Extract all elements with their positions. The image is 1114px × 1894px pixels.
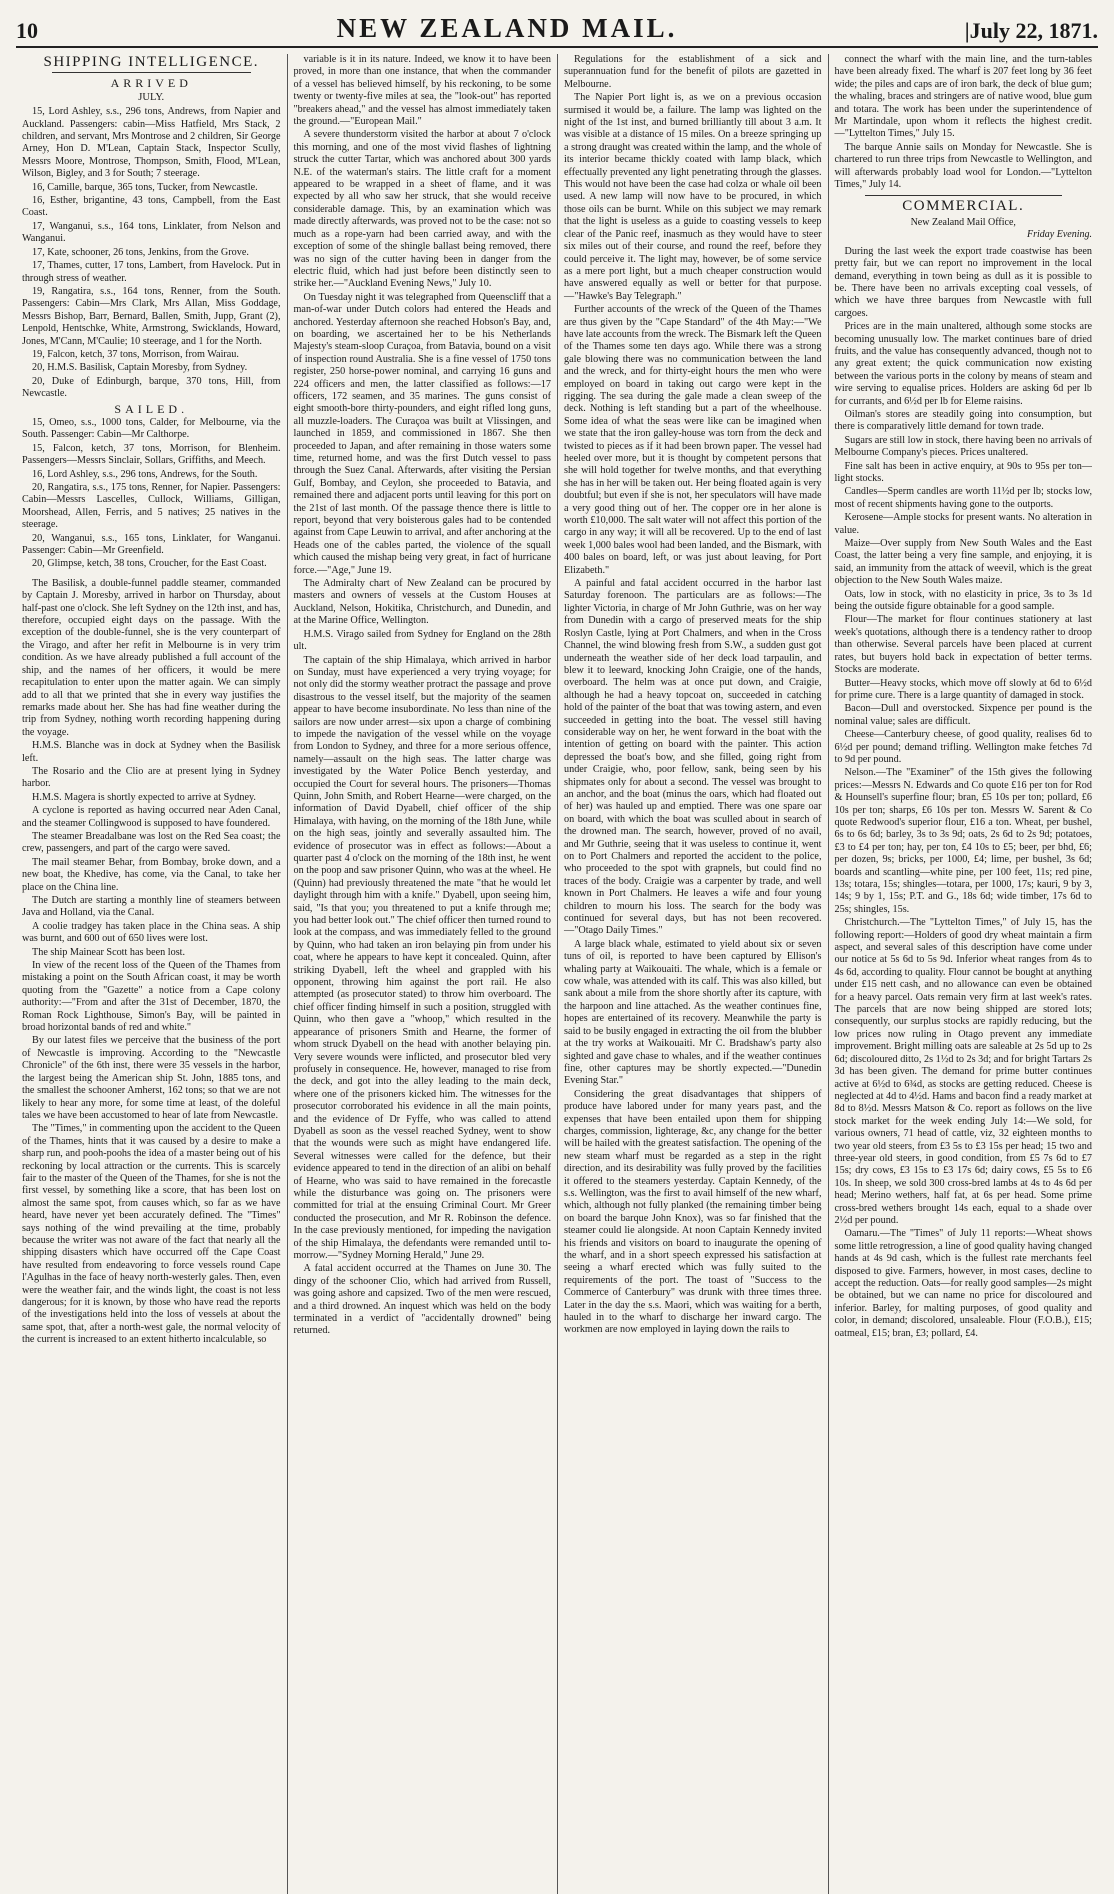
paragraph: 20, H.M.S. Basilisk, Captain Moresby, from Sydney. — [32, 362, 248, 374]
paragraph: Christchurch.—The "Lyttelton Times," of July 15, has the following report:—Holders of good dry wheat maintain a firm aspect, and several sales of this description have come under our notice at 5s 6d to 5s 9d. Inferior wheat ranges from 4s to 4s 6d, according to quality. Flour cannot be bought at anything under £15 nett cash, and no allowance can even be obtained for a heavy parcel. Oats remain very firm at last week's rates. The parcels that are now being shipped are stored lots; consequently, our surplus stocks are rapidly reducing, but the low prices now ruling in Otago prevent any immediate improvement. Bright milling oats are saleable at 2s 5d up to 2s 6d; discoloured ditto, 2s 1½d to 2s 3d; and for bright Tartars 2s 3d has been given. The demand for prime butter continues active at 6½d to 6¾d, as stocks are getting reduced. Cheese is neglected at 4d to 4½d. Hams and bacon find a ready market at 8d to 8½d. Messrs Matson & Co. report as follows on the live stock market for the week ending July 14:—We sold, for various owners, 71 head of cattle, viz, 32 eighteen months to two year old steers, from £3 5s to £3 15s per head; 15 two and three-year old steers, in good condition, from £5 7s 6d to £7 15s; dry cows, £3 15s to £3 17s 6d; dairy cows, £5 5s to £6 10s. In sheep, we sold 300 cross-bred lambs at 4s to 4s 6d per head; Merino wethers, half fat, at 6s per head. Some prime cross-bred wethers brought 14s each, equal to a shade over 2½d per pound. — [834, 917, 1092, 1226]
paragraph: 20, Wanganui, s.s., 165 tons, Linklater, for Wanganui. Passenger: Cabin—Mr Greenfield. — [22, 532, 281, 557]
paragraph: The ship Mainear Scott has been lost. — [32, 946, 186, 958]
column-1-articles — [22, 578, 281, 1347]
divider — [52, 72, 251, 73]
paragraph: Regulations for the establishment of a sick and superannuation fund for the benefit of pilots are gazetted in Melbourne. — [564, 54, 822, 90]
masthead — [16, 6, 1098, 48]
paragraph: 16, Lord Ashley, s.s., 296 tons, Andrews, for the South. — [32, 468, 258, 480]
commercial-articles — [835, 246, 1093, 1340]
office-line: New Zealand Mail Office, — [910, 216, 1016, 228]
paragraph: 20, Duke of Edinburgh, barque, 370 tons, Hill, from Newcastle. — [22, 375, 281, 400]
divider — [865, 195, 1063, 196]
paragraph: variable is it in its nature. Indeed, we know it to have been proved, in more than one instance, that when the commander of a vessel has believed himself, by his reckoning, to be some twenty or twenty-five miles at sea, the "look-out" has reported "breakers ahead," and the vessel has almost immediately taken the ground.—"European Mail." — [293, 54, 551, 128]
paragraph: A cyclone is reported as having occurred near Aden Canal, and the steamer Collingwood is supposed to have foundered. — [22, 805, 281, 829]
paragraph: A fatal accident occurred at the Thames on June 30. The dingy of the schooner Clio, which had arrived from Russell, was going ashore and capsized. Two of the men were rescued, and a third drowned. An inquest which was held on the body terminated in a verdict of "accidentally drowned" being returned. — [293, 1263, 551, 1337]
paragraph: Cheese—Canterbury cheese, of good quality, realises 6d to 6½d per pound; demand trifling. Wellington make fetches 7d to 9d per pound. — [834, 729, 1092, 765]
column-4 — [828, 54, 1099, 1894]
paragraph: During the last week the export trade coastwise has been pretty fair, but we can report no improvement in the local demand, everything in town being as dull as it is possible to be. There have been no arrivals excepting coal vessels, of which we have three barques from Newcastle with full cargoes. — [834, 245, 1092, 319]
commercial-heading: COMMERCIAL. — [902, 198, 1025, 215]
paragraph: The Admiralty chart of New Zealand can be procured by masters and owners of vessels at the Custom Houses at Auckland, Nelson, Hokitika, Christchurch, and Dunedin, and at the Marine Office, Wellington. — [293, 578, 551, 627]
column-1 — [16, 54, 287, 1894]
issue-date: |July 22, 1871. — [964, 18, 1098, 43]
paragraph: The "Times," in commenting upon the accident to the Queen of the Thames, hints that it was caused by a desire to make a sharp run, and pooh-poohs the idea of a master being out of his reckoning by local attraction or the currents. This is scarcely fair to the master of the Queen of the Thames, for she is not the first vessel, by something like a score, that has been lost on almost the same spot, from causes which, so far as we have heard, have never yet been accurately defined. The "Times" says nothing of the wind prevailing at the time, probably because the writer was not aware of the fact that nearly all the shipping disasters which have occurred off the Cape Coast have resulted from endeavoring to force vessels round Cape l'Agulhas in the face of heavy north-westerly gales. Then, even were the weather fair, and the winds light, the coast is not less dangerous; for it is known, by those who have read the reports of the investigations held into the loss of vessels at about the same spot, that, after a north-west gale, the normal velocity of the current is increased to an extent hitherto incalculable, so — [22, 1123, 281, 1346]
shipping-heading: SHIPPING INTELLIGENCE. — [43, 54, 259, 70]
columns — [16, 54, 1098, 1894]
paragraph: Kerosene—Ample stocks for present wants. No alteration in value. — [834, 512, 1092, 536]
paragraph: The Napier Port light is, as we on a previous occasion surmised it would be, a failure. The lamp was lighted on the night of the 1st inst, and burned brilliantly till about 3 a.m. It was visible at a distance of 15 miles. On a breeze springing up a strong draught was created within the lamp, and the whole of its interior became thickly coated with lamp black, which effectually prevented any light penetrating through the glasses. This would not have been the case had colza or whale oil been used. A new lamp will now have to be procured, in which those oils can be burnt. While on this subject we may remark that the light is useless as a guide to coasting vessels to keep clear of the Panic reef, inasmuch as they would have to steer six miles out of their course, and round the reef, before they could perceive it. The light may, however, be of some service as a mere port light, but a much cheaper construction would have answered equally as well or better for that purpose.—"Hawke's Bay Telegraph." — [564, 92, 822, 302]
paragraph: 15, Lord Ashley, s.s., 296 tons, Andrews, from Napier and Auckland. Passengers: cabin—Miss Hatfield, Mrs Stack, 2 children, and servant, Mrs Montrose and 2 children, Sir George Arney, Hon D. M'Lean, Captain Stack, Inspector Scully, Messrs Moore, Montrose, Thompson, Smith, Flood, M'Lean, Wilson, Bigley, and 3 for South; 7 steerage. — [22, 106, 281, 180]
paragraph: Nelson.—The "Examiner" of the 15th gives the following prices:—Messrs N. Edwards and Co quote £16 per ton for Rod & Hounsell's superfine flour; bran, £5 10s per ton; pollard, £6 10s per ton; sharps, £6 10s per ton. Messrs W. Sarent & Co quote Redwood's superior flour, £16 a ton. Wheat, per bushel, 6s to 6s 6d; barley, 3s to 3s 9d; oats, 2s 6d to 2s 9d; potatoes, £3 to £4 per ton; hay, per ton, £4 10s to £5; beer, per bhd, £6; per dozen, 9s; bricks, per 1000, £4; lime, per bushel, 3s 6d; boards and scantling—white pine, per 100 feet, 11s; red pine, 13s; totara, 15s; shingles—totara, per 1000, 17s; kauri, 9 by 3, 14s; 9 by 1, 15s; P.T. and G., 18s 6d; wide timber, 17s 6d to 25s; shingles, 15s. — [834, 767, 1092, 915]
month-label: JULY. — [138, 91, 165, 103]
column-4-top-articles — [835, 54, 1093, 191]
paragraph: 15, Omeo, s.s., 1000 tons, Calder, for Melbourne, via the South. Passenger: Cabin—Mr Calthorpe. — [22, 416, 281, 441]
paragraph: Considering the great disadvantages that shippers of produce have labored under for many years past, and the expenses that have been entailed upon them for shipping charges, commission, lighterage, &c, any change for the better will be hailed with the greatest satisfaction. The opening of the new steam wharf must be regarded as a step in the right direction, and its desirability was fully proved by the facilities it offered to the steamers yesterday. Captain Kennedy, of the s.s. Wellington, was the first to avail himself of the new wharf, which, although not fully planked (the remaining timber being on board the barque John Knox), was so far finished that the steamer could lie alongside. At noon Captain Kennedy invited his friends and visitors on board to inaugurate the opening of the wharf, and in a short speech expressed his satisfaction at seeing a wharf erected which was fully suited to the requirements of the port. The toast of "Success to the Commerce of Canterbury" was drunk with three times three. Later in the day the s.s. Maori, which was waiting for a berth, hauled in to the wharf to discharge her inward cargo. The workmen are now employed in laying down the rails to — [564, 1088, 822, 1336]
paragraph: In view of the recent loss of the Queen of the Thames from mistaking a point on the South African coast, it may be worth quoting from the "Gazette" a notice from a Cape colony authority:—"From and after the 31st of December, 1870, the Roman Rock Lighthouse, Simon's Bay, will be painted in broad horizontal bands of red and white." — [22, 960, 281, 1034]
paragraph: Sugars are still low in stock, there having been no arrivals of Melbourne Company's pieces. Prices unaltered. — [834, 434, 1092, 459]
paragraph: 15, Falcon, ketch, 37 tons, Morrison, for Blenheim. Passengers—Messrs Sinclair, Sollars, Griffiths, and Meech. — [22, 442, 281, 467]
arrived-heading: ARRIVED — [110, 76, 192, 91]
paragraph: Bacon—Dull and overstocked. Sixpence per pound is the nominal value; sales are difficult. — [834, 703, 1092, 727]
paragraph: A coolie tradgey has taken place in the China seas. A ship was burnt, and 600 out of 650 lives were lost. — [22, 920, 281, 945]
paragraph: 20, Rangatira, s.s., 175 tons, Renner, for Napier. Passengers: Cabin—Messrs Lascelles, Cullock, Williams, Gilligan, Moorshead, Allen, Ferris, and 5 natives; 25 natives in the steerage. — [22, 482, 281, 531]
paragraph: Butter—Heavy stocks, which move off slowly at 6d to 6½d for prime cure. There is a large quantity of damaged in stock. — [834, 677, 1092, 701]
column-2-articles — [294, 54, 552, 1338]
paragraph: A large black whale, estimated to yield about six or seven tuns of oil, is reported to have been captured by Ellison's whaling party at Waikouaiti. The whale, which is a female or cow whale, was attended with its calf. This was also killed, but sank about a mile from the shore shortly after its capture, with the harpoon and line attached. As the weather continues fine, hopes are entertained of its recovery. Meanwhile the party is said to be busily engaged in extracting the oil from the blubber at the try works at Waikouaiti. Mr C. Bradshaw's party also sighted and gave chase to whales, and if the weather continues fine, other captures may be shortly expected.—"Dunedin Evening Star." — [564, 938, 822, 1087]
paragraph: The Basilisk, a double-funnel paddle steamer, commanded by Captain J. Moresby, arrived in harbor on Thursday, about half-past one o'clock. She left Sydney on the 12th inst, and has, therefore, occupied eight days on the passage. With the exception of the double-funnel, she is the very counterpart of the Virago, and after her refit in Melbourne is in very trim condition. As we have already published a full account of the ship, and the names of her officers, it would be mere recapitulation to enter upon the matter again. We can simply add to all that we printed that she in every way justifies the remarks made about her. She has had fine weather during the trip from Sydney, nothing worth recording happening during the voyage. — [22, 577, 281, 738]
page-number: 10 — [16, 18, 38, 43]
paragraph: The Rosario and the Clio are at present lying in Sydney harbor. — [22, 765, 281, 790]
day-line: Friday Evening. — [1027, 229, 1092, 241]
paragraph: Flour—The market for flour continues stationery at last week's quotations, although there is a tendency rather to droop than otherwise. Several parcels have been placed at current rates, but buyers hold back in expectation of better terms. Stocks are moderate. — [834, 614, 1092, 676]
paragraph: connect the wharf with the main line, and the turn-tables have been already fixed. The wharf is 207 feet long by 36 feet wide; the piles and caps are of iron bark, the deck of blue gum; the whaling, braces and stringers are of native wood, blue gum and totara. The work has been under the superintendence of Mr Martindale, upon whom it reflects the highest credit.—"Lyttelton Times," July 15. — [834, 54, 1092, 140]
paper-title: NEW ZEALAND MAIL. — [336, 13, 678, 43]
paragraph: On Tuesday night it was telegraphed from Queenscliff that a man-of-war under Dutch colors had entered the Heads and anchored. Yesterday afternoon she reached Hobson's Bay, and, on boarding, we ascertained her to be his Netherlands Majesty's steam-sloop Curaçoa, from Batavia, bound on a visit of inspection round Australia. She is a fine vessel of 1750 tons register, 250 horse-power nominal, and carrying 16 guns and 224 officers and men, the latter classified as follows:—17 officers, 172 seamen, and 35 marines. The guns consist of eight smooth-bore thirty-pounders, and eight rifled long guns, all muzzle-loaders. The Curaçoa was built at Vlissingen, and launched in 1859, and commissioned in 1867. She then proceeded to Japan, and after remaining in those waters some time, returned home, and was the first Dutch vessel to pass through the Suez Canal. Afterwards, after visiting the Persian Gulf, Bombay, and Ceylon, she proceeded to Batavia, and remained there and adjacent ports until leaving for this port on the 21st of last month. Of the passage thence there is little to report, beyond that very boisterous gales had to be contended against from Cape Leuwin to arrival, and after anchoring at the Heads one of the cables parted, the violence of the squall which caused the mishap being very great, in fact of hurricane force.—"Age," June 19. — [293, 291, 551, 576]
paragraph: Oats, low in stock, with no elasticity in price, 3s to 3s 1d being the outside figure obtainable for a good sample. — [834, 588, 1092, 613]
paragraph: The barque Annie sails on Monday for Newcastle. She is chartered to run three trips from Newcastle to Wellington, and will afterwards probably load wool for London.—"Lyttelton Times," July 14. — [834, 141, 1092, 191]
paragraph: The captain of the ship Himalaya, which arrived in harbor on Sunday, must have experienced a very trying voyage; for not only did the stormy weather protract the passage and prove disastrous to the vessel itself, but the majority of the seamen appear to have become insubordinate. No less than nine of the sailors are now under arrest—six upon a charge of combining to impede the navigation of the vessel while on the voyage from London to Sydney, and three for a more serious offence, namely—assault on the high seas. The latter charge was investigated by the Water Police Bench yesterday, and occupied the Court for several hours. The prisoners—Thomas Quinn, John Smith, and Robert Hearne—were charged, on the information of David Dyabell, chief officer of the ship Himalaya, with having, on the morning of the 18th June, while on the high seas, jointly and severally assaulted him. The evidence of prosecutor was in effect as follows:—About a quarter past 4 o'clock on the morning of the 18th inst, he went on the poop and saw prisoner Quinn, who was at the wheel. He (Quinn) had previously threatened the mate "that he would let daylight through him with a knife." Dyabell, upon seeing him, said, "Is that you; you threatened to put a knife through me; you had better look out." The chief officer then turned round to look at the compass, and was immediately felled to the ground by Quinn, who had taken an iron belaying pin from under his coat, where he appears to have kept it concealed. Quinn, after striking Dyabell, left the wheel and grappled with his opponent, throwing him against the port rail. He also attempted (as prosecutor stated) to throw him overboard. The chief officer finding himself in such a position, struggled with Quinn, who then gave a "whoop," which resulted in the appearance of prisoners Smith and Hearne, the former of whom struck Dyabell on the head with another belaying pin. Very severe wounds were inflicted, and prosecutor bled very profusely in consequence. He, however, managed to rise from the deck, and got into the alley leading to the main deck, where one of the prisoners kicked him. The witnesses for the prosecutor corroborated his evidence in all the main points, and the evidence of Dr Fyffe, who was called to attend Dyabell as soon as the vessel reached Sydney, went to show that the wounds were such as might have endangered life. Several witnesses were called for the defence, but their evidence appeared to tend in the direction of an alibi on behalf of Hearne, who was said to have remained in the forecastle while the disturbance was going on. The prisoners were committed for trial at the ensuing Criminal Court. Mr Greer conducted the prosecution, and Mr R. Robinson the defence. In the case previously mentioned, for impeding the navigation of the ship Himalaya, the defendants were remanded until to-morrow.—"Sydney Morning Herald," June 29. — [293, 654, 551, 1261]
paragraph: Oilman's stores are steadily going into consumption, but there is comparatively little demand for town trade. — [834, 408, 1092, 433]
paragraph: 20, Glimpse, ketch, 38 tons, Croucher, for the East Coast. — [32, 558, 267, 570]
paragraph: H.M.S. Virago sailed from Sydney for England on the 28th ult. — [293, 628, 551, 653]
paragraph: H.M.S. Magera is shortly expected to arrive at Sydney. — [32, 791, 256, 803]
paragraph: 16, Esther, brigantine, 43 tons, Campbell, from the East Coast. — [22, 195, 281, 219]
arrived-list — [22, 106, 281, 400]
paragraph: Oamaru.—The "Times" of July 11 reports:—Wheat shows some little retrogression, a line of good quality having changed hands at 4s 9d cash, which is the fullest rate merchants feel disposed to give. Farmers, however, in most cases, decline to accept the reduction. Oats—for really good samples—2s might be obtained, but we can name no price for discoloured and inferior. Barley, for malting purposes, of good quality and color, in demand; discolored, unsaleable. Flour (F.O.B.), £15; oatmeal, £15; bran, £3; pollard, £4. — [834, 1228, 1092, 1339]
paragraph: 19, Falcon, ketch, 37 tons, Morrison, from Wairau. — [32, 348, 239, 360]
paragraph: 17, Kate, schooner, 26 tons, Jenkins, from the Grove. — [32, 246, 249, 258]
paragraph: By our latest files we perceive that the business of the port of Newcastle is improving. According to the "Newcastle Chronicle" of the 6th inst, there were 35 vessels in the harbor, the largest being the American ship St. John, 1885 tons, and the smallest the schooner Amherst, 162 tons; so that we are not likely to hear any more, for some time at least, of the doleful tales we have been accustomed to hear of late from Newcastle. — [22, 1035, 281, 1121]
paragraph: A painful and fatal accident occurred in the harbor last Saturday forenoon. The particulars are as follows:—The lighter Victoria, in charge of Mr John Guthrie, was on her way from Dunedin with a cargo of preserved meats for the ship Roslyn Castle, lying at Port Chalmers, and when in the Cross Channel, the wind blowing fresh from S.W., a sudden gust got underneath the weather side of her deck load tarpaulin, and blew it to leeward, knocking John Craigie, one of the hands, overboard. The helm was at once put down, and Craigie, although he had a heavy topcoat on, succeeded in catching hold of the painter of the boat that was towing astern, and even succeeded in getting into the boat. The vessel still having considerable way on her, he went forward in the boat with the intention of getting on board with the painter. This action depressed the boat's bow, and she filled, going right from under Craigie, who, poor fellow, sank, being seen by his shipmates only for about a second. The vessel was brought to an anchor, and the boat (minus the oars, which had floated out of her) was hauled up and emptied. There was one spare oar on board, with which the boat was sculled about in search of the drowned man. The search, however, proved of no avail, and Mr Guthrie, seeing that it was useless to continue it, went on to Port Chalmers and reported the accident to the police, who proceeded to the spot with grapnels, but could find no traces of the body. Craigie was a carpenter by trade, and well known in Port Chalmers. He leaves a wife and four young children to mourn his loss. The search for the body was continued for several days, but has not been recovered.—"Otago Daily Times." — [564, 578, 822, 937]
paragraph: Fine salt has been in active enquiry, at 90s to 95s per ton—light stocks. — [834, 460, 1092, 484]
column-2 — [287, 54, 558, 1894]
paragraph: The mail steamer Behar, from Bombay, broke down, and a new boat, the Khedive, has come, via the Canal, to take her place on the China line. — [22, 856, 281, 893]
sailed-list — [22, 417, 281, 571]
paragraph: The steamer Breadalbane was lost on the Red Sea coast; the crew, passengers, and part of the cargo were saved. — [22, 830, 281, 855]
paragraph: A severe thunderstorm visited the harbor at about 7 o'clock this morning, and one of the most vivid flashes of lightning struck the cutter Tartar, which was anchored about 300 yards N.E. of the waterman's stairs. The little craft for a moment appeared to be wrapped in a sheet of flame, and it was expected by all who saw her struck, that she would receive considerable damage. This, by an examination which was made directly afterwards, was proved not to be the case: not so much as a rope-yarn had been carried away, and with the exception of some of the shingle ballast being removed, there was no sign of the cutter having been in danger from the electric fluid, which had just before been distinctly seen to strike her.—"Auckland Evening News," July 10. — [293, 129, 551, 290]
paragraph: Maize—Over supply from New South Wales and the East Coast, the latter being a very fine sample, and enjoying, it is said, an immunity from the attack of weevil, which is the great objection to the New South Wales maize. — [834, 538, 1092, 587]
column-3 — [557, 54, 828, 1894]
paragraph: 17, Wanganui, s.s., 164 tons, Linklater, from Nelson and Wanganui. — [22, 220, 281, 245]
sailed-heading: SAILED. — [114, 401, 189, 416]
paragraph: H.M.S. Blanche was in dock at Sydney when the Basilisk left. — [22, 740, 281, 764]
paragraph: Further accounts of the wreck of the Queen of the Thames are thus given by the "Cape Standard" of the 4th May:—"We have late accounts from the wreck. The Bismark left the Queen of the Thames some ten days ago. While there was a strong gale blowing there was no communication between the land and the wreck, and for thirty-eight hours the men who were employed on board in taking out cargo were kept in the rigging. The sea during the gale made a clean sweep of the deck. Nothing is left standing but a part of the wheelhouse. Some idea of what the seas were like can be imagined when we state that the iron galley-house was torn from the deck and twisted to pieces as if it had been brown paper. The vessel had heeled over more, but it is thought by competent persons that she will hold together for twelve months, and that everything she has in her will be taken out. Her being floated again is very doubtful; but even if she is not, her speculators will have made a very good thing out of her. The copper ore in her alone is worth £10,000. The salt water will not affect this portion of the cargo in any way; it will all be recovered. Up to the end of last week 1,000 bales wool had been landed, and the Bismark, with 400 bales on board, left, or was just about leaving, for Port Elizabeth." — [564, 304, 822, 576]
paragraph: Prices are in the main unaltered, although some stocks are becoming unusually low. The market continues bare of dried fruits, and the value has consequently advanced, though not to any great extent; the quick communication now existing between the various ports in the colony by means of steam and wire serving to equalise prices. Holders are asking 6d per lb for currants, and 6½d per lb for Eleme raisins. — [834, 321, 1092, 407]
paragraph: 19, Rangatira, s.s., 164 tons, Renner, from the South. Passengers: Cabin—Mrs Clark, Mrs Allan, Miss Goddage, Messrs Bishop, Barr, Bernard, Ballen, Smith, Jupp, Grant (2), Lenpold, Hentschke, White, Armstrong, Swicklands, Howard, Jones, M'Cann, M'Caulie; 10 steerage, and 1 for the North. — [22, 285, 281, 347]
paragraph: 17, Thames, cutter, 17 tons, Lambert, from Havelock. Put in through stress of weather. — [22, 260, 281, 284]
paragraph: The Dutch are starting a monthly line of steamers between Java and Holland, via the Canal. — [22, 895, 281, 919]
paragraph: Candles—Sperm candles are worth 11½d per lb; stocks low, most of recent shipments having gone to the outports. — [834, 486, 1092, 510]
column-3-articles — [564, 54, 822, 1337]
paragraph: 16, Camille, barque, 365 tons, Tucker, from Newcastle. — [32, 181, 258, 193]
